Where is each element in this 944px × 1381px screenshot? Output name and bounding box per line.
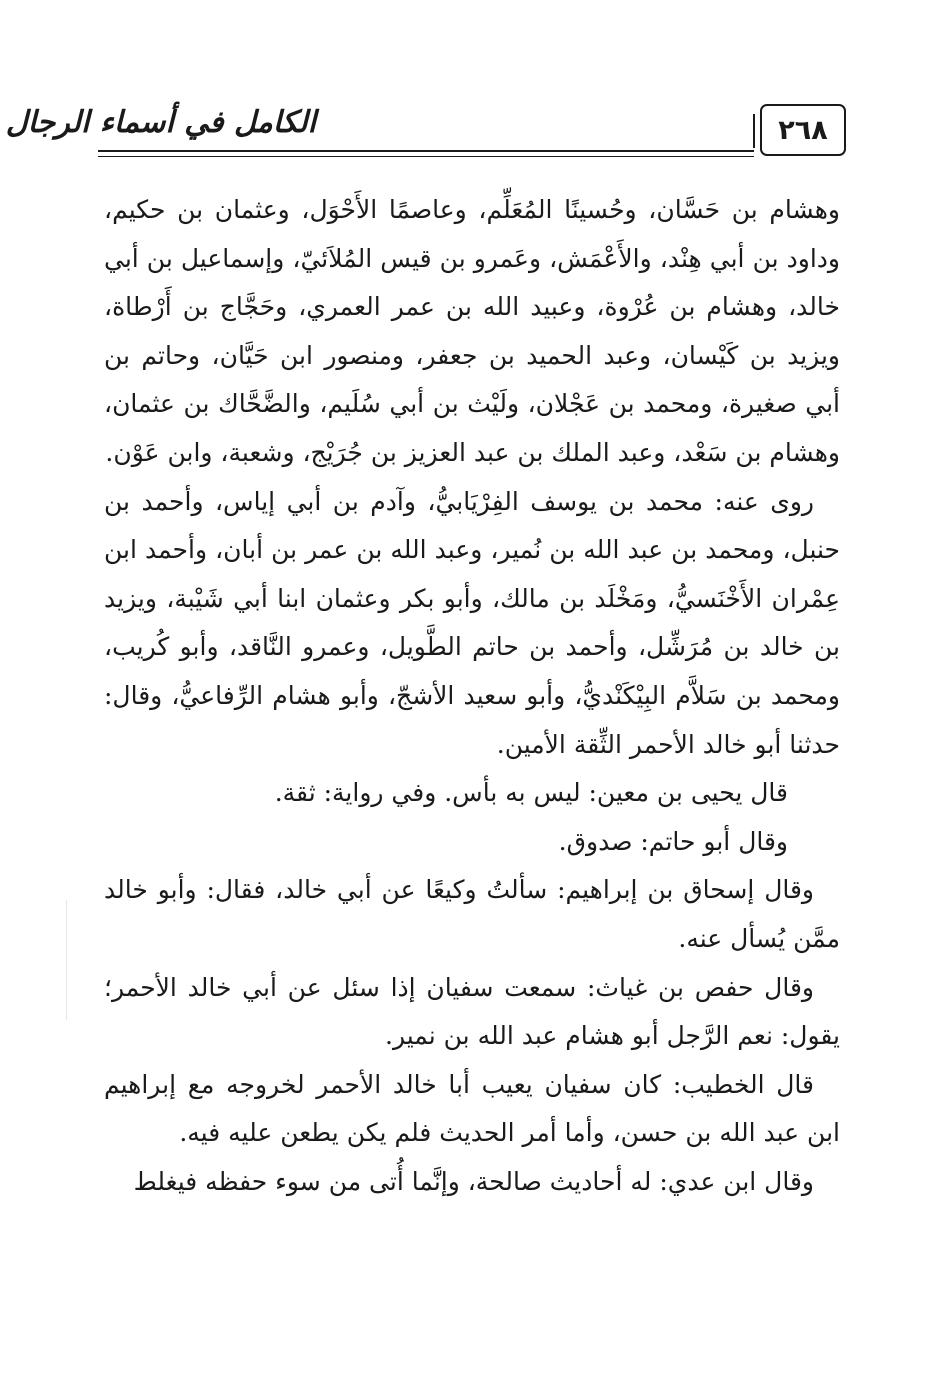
paragraph-4: وقال أبو حاتم: صدوق. [558,826,788,856]
paragraph-2: روى عنه: محمد بن يوسف الفِرْيَابيُّ، وآدم بن أبي إياس، وأحمد بن حنبل، ومحمد بن عبد الله بن نُمير، وعبد الله بن عمر بن أبان، وأحمد ابن عِمْران الأَخْنَسيُّ، ومَخْلَد بن مالك، وأبو بكر وعثمان ابنا أبي شَيْبة، ويزيد بن خالد بن مُرَشِّل، وأحمد بن حاتم الطَّويل، وعمرو النَّاقد، وأبو كُريب، ومحمد بن سَلاَّم البِيْكَنْديُّ، وأبو سعيد الأشجّ، وأبو هشام الرِّفاعيُّ، وقال: حدثنا أبو خالد الأحمر الثِّقة الأمين. [104,486,840,759]
paragraph-6: وقال حفص بن غياث: سمعت سفيان إذا سئل عن أبي خالد الأحمر؛ يقول: نعم الرَّجل أبو هشام عبد الله بن نمير. [104,972,840,1051]
header-rule-thin [98,156,754,157]
paragraph-7: قال الخطيب: كان سفيان يعيب أبا خالد الأحمر لخروجه مع إبراهيم ابن عبد الله بن حسن، وأما أمر الحديث فلم يكن يطعن عليه فيه. [104,1069,840,1148]
paragraph-8: وقال ابن عدي: له أحاديث صالحة، وإنَّما أُتى من سوء حفظه فيغلط [133,1166,814,1196]
header-rule [98,150,754,152]
paragraph-5: وقال إسحاق بن إبراهيم: سألتُ وكيعًا عن أبي خالد، فقال: وأبو خالد ممَّن يُسأل عنه. [104,875,840,953]
body-text [104,186,840,1206]
paragraph-1: وهشام بن حَسَّان، وحُسينًا المُعَلِّم، وعاصمًا الأَحْوَل، وعثمان بن حكيم، وداود بن أبي هِنْد، والأَعْمَش، وعَمرو بن قيس المُلاَئيّ، وإسماعيل بن أبي خالد، وهشام بن عُرْوة، وعبيد الله بن عمر العمري، وحَجَّاج بن أَرْطاة، ويزيد بن كَيْسان، وعبد الحميد بن جعفر، ومنصور ابن حَيَّان، وحاتم بن أبي صغيرة، ومحمد بن عَجْلان، ولَيْث بن أبي سُلَيم، والضَّحَّاك بن عثمان، وهشام بن سَعْد، وعبد الملك بن عبد العزيز بن جُرَيْج، وشعبة، وابن عَوْن. [104,195,840,467]
paragraph-3: قال يحيى بن معين: ليس به بأس. وفي رواية: ثقة. [274,778,788,808]
page-header [5,98,846,160]
page-number: ٢٦٨ [760,104,846,156]
book-title: الكامل في أسماء الرجال [5,105,316,140]
page-edge-mark [66,900,67,1020]
